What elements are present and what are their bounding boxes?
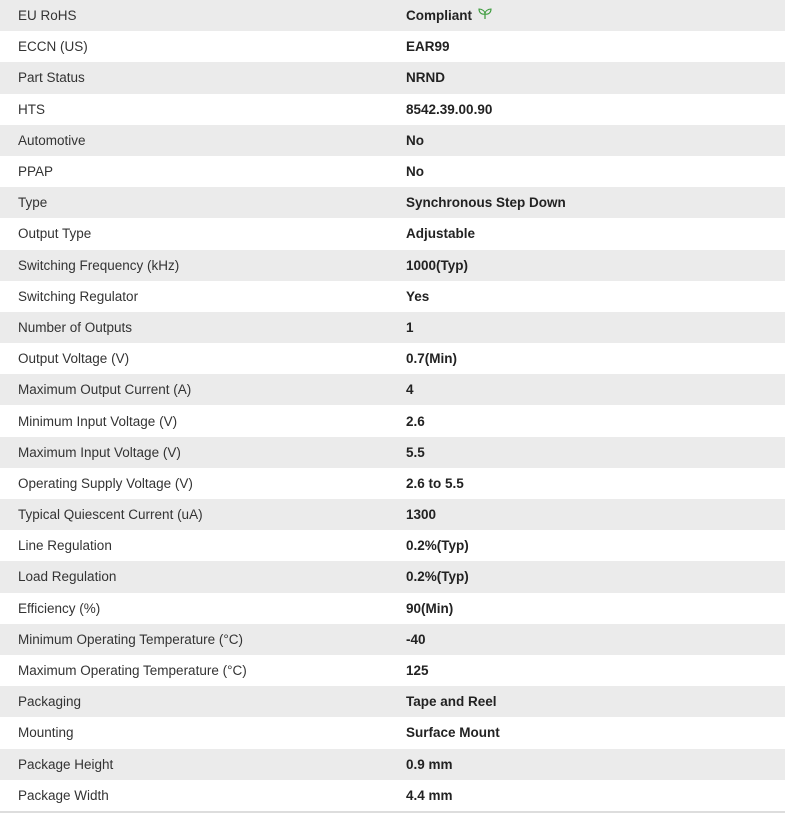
spec-row-hts [0, 94, 785, 125]
spec-row-max-operating-temp [0, 655, 785, 686]
spec-label: Output Voltage (V) [18, 351, 130, 367]
spec-label: HTS [18, 101, 45, 117]
spec-row-max-input-voltage [0, 437, 785, 468]
spec-value: Adjustable [406, 226, 476, 242]
spec-row-packaging [0, 686, 785, 717]
spec-value: Surface Mount [406, 725, 500, 741]
spec-row-ppap [0, 156, 785, 187]
spec-value: 1300 [406, 507, 437, 523]
leaf-icon [478, 8, 492, 23]
spec-value: -40 [406, 631, 426, 647]
spec-value-cell [406, 0, 785, 31]
spec-row-type [0, 187, 785, 218]
spec-row-automotive [0, 125, 785, 156]
spec-label: Maximum Output Current (A) [18, 382, 192, 398]
spec-value: 4 [406, 382, 414, 398]
spec-value: EAR99 [406, 39, 450, 55]
spec-label: Output Type [18, 226, 92, 242]
spec-value: 4.4 mm [406, 787, 453, 803]
spec-label: Line Regulation [18, 538, 112, 554]
spec-value: 0.2%(Typ) [406, 569, 469, 585]
spec-value: No [406, 164, 424, 180]
spec-row-min-input-voltage [0, 405, 785, 436]
spec-value: 0.7(Min) [406, 351, 458, 367]
spec-value: 90(Min) [406, 600, 454, 616]
spec-row-output-voltage [0, 343, 785, 374]
spec-row-eccn [0, 31, 785, 62]
spec-value: 5.5 [406, 444, 425, 460]
spec-row-package-width [0, 780, 785, 811]
spec-value: No [406, 132, 424, 148]
spec-label: Maximum Input Voltage (V) [18, 444, 181, 460]
spec-label: Minimum Operating Temperature (°C) [18, 631, 243, 647]
spec-label: Part Status [18, 70, 85, 86]
spec-row-part-status [0, 62, 785, 93]
spec-label: Type [18, 195, 48, 211]
spec-label: EU RoHS [18, 8, 77, 24]
spec-value: Compliant [406, 8, 472, 24]
spec-value: NRND [406, 70, 445, 86]
spec-value: 0.2%(Typ) [406, 538, 469, 554]
spec-row-min-operating-temp [0, 624, 785, 655]
spec-value: 125 [406, 663, 429, 679]
spec-row-load-regulation [0, 561, 785, 592]
spec-row-number-of-outputs [0, 312, 785, 343]
spec-value: Synchronous Step Down [406, 195, 566, 211]
spec-label: Typical Quiescent Current (uA) [18, 507, 203, 523]
spec-value: 2.6 to 5.5 [406, 475, 464, 491]
spec-row-quiescent-current [0, 499, 785, 530]
spec-row-max-output-current [0, 374, 785, 405]
spec-label: Package Height [18, 756, 114, 772]
spec-label: PPAP [18, 164, 54, 180]
spec-row-switching-frequency [0, 250, 785, 281]
spec-label: Maximum Operating Temperature (°C) [18, 663, 247, 679]
spec-row-line-regulation [0, 530, 785, 561]
spec-value: Yes [406, 288, 430, 304]
spec-label: Number of Outputs [18, 319, 133, 335]
spec-row-package-height [0, 749, 785, 780]
spec-row-mounting [0, 717, 785, 748]
spec-row-eu-rohs [0, 0, 785, 31]
spec-label: Packaging [18, 694, 82, 710]
spec-value: 2.6 [406, 413, 425, 429]
spec-label: Efficiency (%) [18, 600, 101, 616]
spec-row-operating-supply-voltage [0, 468, 785, 499]
spec-value: 1000(Typ) [406, 257, 469, 273]
spec-value: Tape and Reel [406, 694, 497, 710]
spec-label: Load Regulation [18, 569, 117, 585]
spec-label: Mounting [18, 725, 74, 741]
spec-row-switching-regulator [0, 281, 785, 312]
spec-label: Automotive [18, 132, 86, 148]
spec-value: 8542.39.00.90 [406, 101, 493, 117]
spec-label: Switching Regulator [18, 288, 139, 304]
spec-row-output-type [0, 218, 785, 249]
spec-label: Operating Supply Voltage (V) [18, 475, 193, 491]
spec-value: 1 [406, 319, 414, 335]
spec-label: Switching Frequency (kHz) [18, 257, 180, 273]
spec-label: Minimum Input Voltage (V) [18, 413, 178, 429]
spec-label: Package Width [18, 787, 109, 803]
spec-value: 0.9 mm [406, 756, 453, 772]
spec-label: ECCN (US) [18, 39, 88, 55]
spec-row-efficiency [0, 593, 785, 624]
